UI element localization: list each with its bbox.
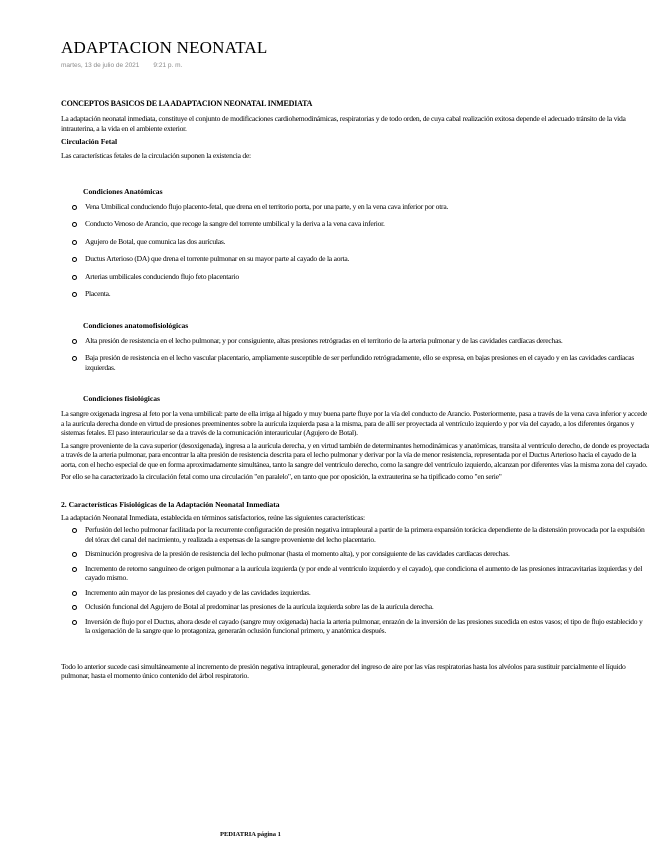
anatomofisio-title: Condiciones anatomofisiológicas bbox=[83, 320, 189, 330]
list-item: Perfusión del lecho pulmonar facilitada por la recurrente configuración de presión negativa intrapleural a partir de la primera expansión torácica dependiente de la distensión provocada por la expulsión del tórax del canal del nacimiento, y realizada a expensas de la sangre proveniente del lecho placentario. bbox=[85, 525, 649, 544]
fisiologicas-title: Condiciones fisiológicas bbox=[83, 394, 160, 403]
section2-list bbox=[61, 525, 649, 636]
anatomofisio-list bbox=[61, 336, 649, 373]
circ-fetal-text: Las características fetales de la circulación suponen la existencia de: bbox=[61, 151, 251, 160]
fisiologicas-paragraph: Por ello se ha caracterizado la circulación fetal como una circulación "en paralelo", en tanto que por oposición, la extrauterina se ha tipificado como "en serie" bbox=[61, 472, 502, 481]
list-item: Incremento aún mayor de las presiones del cayado y de las cavidades izquierdas. bbox=[85, 588, 649, 598]
closing-paragraph: Todo lo anterior sucede casi simultáneamente al incremento de presión negativa intrapleural, generador del ingreso de aire por las vías respiratorias hasta los alvéolos para sustituir parcialmente el líquido pulmonar, hasta el momento único contenido del árbol respiratorio. bbox=[61, 661, 626, 680]
list-item: Placenta. bbox=[85, 289, 649, 299]
list-item: Agujero de Botal, que comunica las dos aurículas. bbox=[85, 237, 649, 247]
page-footer: PEDIATRIA página 1 bbox=[220, 831, 281, 838]
fisiologicas-paragraph: La sangre oxigenada ingresa al feto por la vena umbilical: parte de ella irriga al hígado y muy buena parte fluye por la vía del conducto de Arancio. Posteriormente, pasa a través de la vena cava inferior y accede a la aurícula derecha donde en virtud de presiones preeminentes sobre la aurícula izquierda pasa a la misma, para de allí ser proyectada al ventrículo izquierdo y por vía del cayado, a los diferentes órganos y sistemas fetales. El paso interauricular se da a través de la comunicación interauricular (Agujero de Botal). bbox=[61, 409, 648, 437]
list-item: Vena Umbilical conduciendo flujo placento-fetal, que drena en el territorio porta, por una parte, y en la vena cava inferior por otra. bbox=[85, 202, 649, 212]
page-time: 9:21 p. m. bbox=[153, 62, 183, 69]
list-item: Inversión de flujo por el Ductus, ahora desde el cayado (sangre muy oxigenada) hacia la arteria pulmonar, enrazón de la inversión de las presiones sucedida en estos vasos; el tipo de flujo establecido y la oxigenación de la sangre que lo protagoniza, generarán oclusión funcional primero, y anatómica después. bbox=[85, 617, 649, 636]
list-item: Baja presión de resistencia en el lecho vascular placentario, ampliamente susceptible de ser perfundido retrógradamente, ello se expresa, en bajas presiones en el cayado y en las cavidades cardíacas izquierdas. bbox=[85, 353, 649, 372]
list-item: Conducto Venoso de Arancio, que recoge la sangre del torrente umbilical y la deriva a la vena cava inferior. bbox=[85, 219, 649, 229]
list-item: Disminución progresiva de la presión de resistencia del lecho pulmonar (hasta el momento alta), y por consiguiente de las cavidades cardíacas derechas. bbox=[85, 549, 649, 559]
intro-paragraph: La adaptación neonatal inmediata, constituye el conjunto de modificaciones cardiohemodinámicas, respiratorias y de todo orden, de cuya cabal realización exitosa depende el adecuado tránsito de la vida intrauterina, a la vida en el ambiente exterior. bbox=[61, 114, 626, 133]
section2-intro: La adaptación Neonatal Inmediata, establecida en términos satisfactorios, reúne las siguientes características: bbox=[61, 512, 365, 522]
list-item: Alta presión de resistencia en el lecho pulmonar, y por consiguiente, altas presiones retrógradas en el territorio de la arteria pulmonar y de las cavidades cardíacas derechas. bbox=[85, 336, 649, 346]
circ-fetal-title: Circulación Fetal bbox=[61, 137, 118, 146]
section2-title: 2. Características Fisiológicas de la Adaptación Neonatal Inmediata bbox=[61, 499, 280, 509]
list-item: Incremento de retorno sanguíneo de origen pulmonar a la aurícula izquierda (y por ende al ventrículo izquierdo y el cayado), que condiciona el aumento de las presiones intracavitarias izquierdas y del cayado mismo. bbox=[85, 564, 649, 583]
anatomicas-title: Condiciones Anatómicas bbox=[83, 186, 163, 196]
list-item: Ductus Arterioso (DA) que drena el torrente pulmonar en su mayor parte al cayado de la aorta. bbox=[85, 254, 649, 264]
anatomicas-list bbox=[61, 202, 649, 299]
list-item: Oclusión funcional del Agujero de Botal al predominar las presiones de la aurícula izquierda sobre las de la aurícula derecha. bbox=[85, 602, 649, 612]
page-date: martes, 13 de julio de 2021 bbox=[61, 62, 140, 69]
fisiologicas-paragraph: La sangre proveniente de la cava superior (desoxigenada), ingresa a la aurícula derecha, y en virtud también de determinantes hemodinámicas y anatómicas, transita al ventrículo derecho, de donde es proyectada a través de la arteria pulmonar, para encontrar la alta presión de resistencia descrita para el lecho pulmonar y derivar por la vía de menor resistencia, representada por el Ductus Arterioso hacia el cayado de la aorta, con el hecho especial de que en forma aproximadamente simultánea, tanto la sangre del ventrículo derecho, como la sangre del ventrículo izquierdo, alcanzan por diferentes vías la misma zona del cayado. bbox=[61, 440, 649, 469]
section1-title: CONCEPTOS BASICOS DE LA ADAPTACION NEONATAL INMEDIATA bbox=[61, 99, 313, 108]
page-title: ADAPTACION NEONATAL bbox=[61, 38, 268, 57]
list-item: Arterias umbilicales conduciendo flujo feto placentario bbox=[85, 272, 649, 282]
page-meta bbox=[61, 62, 649, 69]
